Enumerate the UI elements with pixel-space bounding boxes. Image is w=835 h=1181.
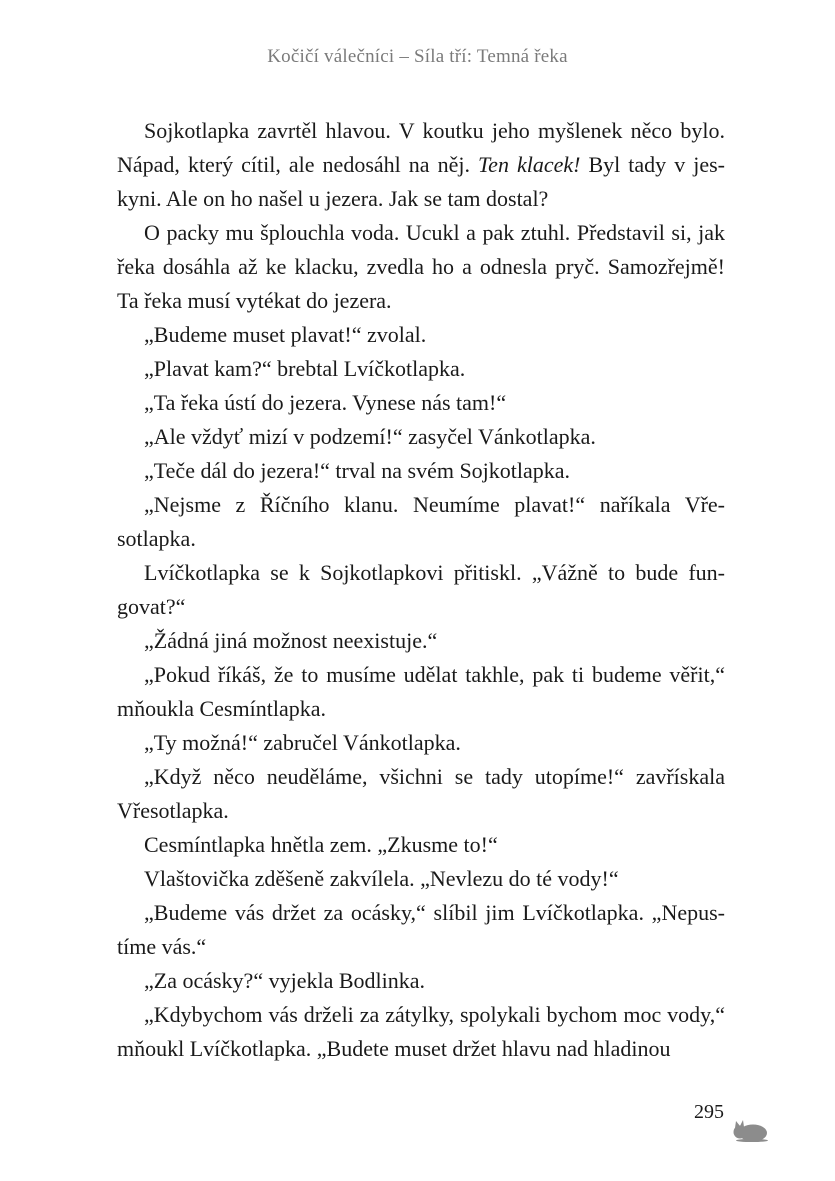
- paragraph-8: „Nejsme z Říčního klanu. Neumíme plavat!“ naříkala Vřesotlapka.: [117, 492, 725, 551]
- paragraph-3: „Budeme muset plavat!“ zvolal.: [144, 322, 427, 347]
- paragraph-4: „Plavat kam?“ brebtal Lvíčkotlapka.: [144, 356, 466, 381]
- paragraph-11: „Pokud říkáš, že to musíme udělat takhle, pak ti budeme věřit,“ mňoukla Cesmíntlapka.: [117, 662, 725, 721]
- running-head: Kočičí válečníci – Síla tří: Temná řeka: [267, 46, 568, 67]
- paragraph-16: „Budeme vás držet za ocásky,“ slíbil jim Lvíčkotlapka. „Nepustíme vás.“: [117, 900, 725, 959]
- paragraph-18: „Kdybychom vás drželi za zátylky, spolykali bychom moc vody,“ mňoukl Lvíčkotlapka. „Budete muset držet hlavu nad hladinou: [117, 1002, 725, 1061]
- paragraph-14: Cesmíntlapka hnětla zem. „Zkusme to!“: [144, 832, 498, 857]
- paragraph-6: „Ale vždyť mizí v podzemí!“ zasyčel Vánkotlapka.: [144, 424, 596, 449]
- paragraph-1: Sojkotlapka zavrtěl hlavou. V koutku jeho myšlenek něco bylo. Nápad, který cítil, ale nedosáhl na něj. Ten klacek! Byl tady v jeskyni. Ale on ho našel u jezera. Jak se tam dostal?: [117, 118, 725, 211]
- paragraph-12: „Ty možná!“ zabručel Vánkotlapka.: [144, 730, 461, 755]
- paragraph-13: „Když něco neuděláme, všichni se tady utopíme!“ zavřískala Vřesotlapka.: [117, 764, 725, 823]
- emphasis: Ten klacek!: [477, 152, 581, 177]
- paragraph-10: „Žádná jiná možnost neexistuje.“: [144, 628, 438, 653]
- paragraph-9: Lvíčkotlapka se k Sojkotlapkovi přitiskl. „Vážně to bude fungovat?“: [117, 560, 725, 619]
- paragraph-5: „Ta řeka ústí do jezera. Vynese nás tam!“: [144, 390, 507, 415]
- page-number: 295: [694, 1101, 724, 1123]
- paragraph-7: „Teče dál do jezera!“ trval na svém Sojkotlapka.: [144, 458, 571, 483]
- paragraph-2: O packy mu šplouchla voda. Ucukl a pak ztuhl. Představil si, jak řeka dosáhla až ke klacku, zvedla ho a odnesla pryč. Samozřejmě! Ta řeka musí vytékat do jezera.: [117, 220, 725, 313]
- paragraph-17: „Za ocásky?“ vyjekla Bodlinka.: [144, 968, 426, 993]
- paragraph-15: Vlaštovička zděšeně zakvílela. „Nevlezu do té vody!“: [144, 866, 619, 891]
- sleeping-cat-icon: [731, 1116, 769, 1142]
- body-text: [117, 114, 725, 1066]
